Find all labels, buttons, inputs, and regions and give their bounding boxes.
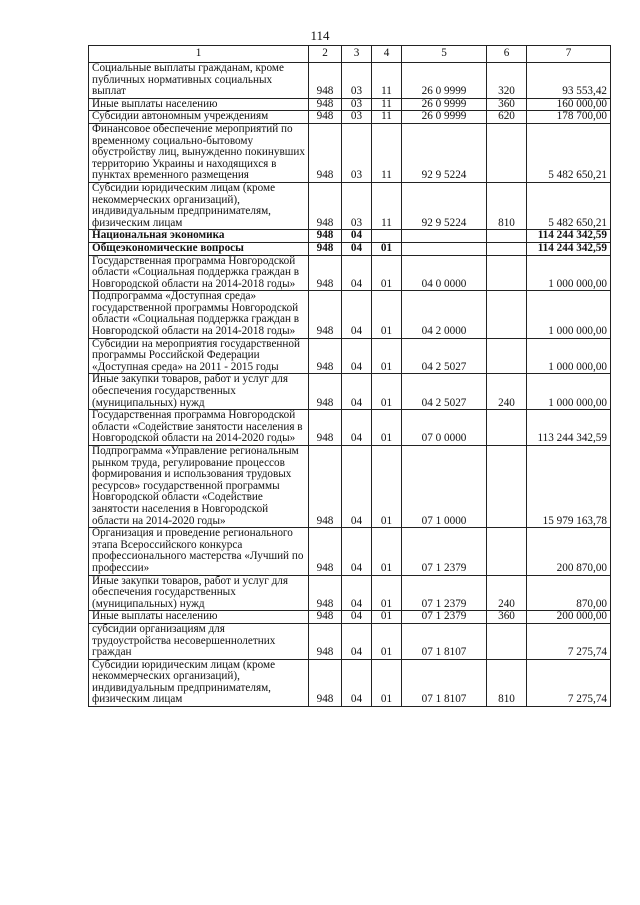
- section-code-cell: 03: [342, 63, 372, 99]
- expense-type-cell: [487, 291, 527, 338]
- expense-name-cell: Организация и проведение регионального этапа Всероссийского конкурса профессионального мастерства «Лучший по профессии»: [89, 528, 309, 575]
- ministry-code-cell: 948: [309, 123, 342, 182]
- target-article-cell: 07 1 2379: [402, 528, 487, 575]
- section-code-cell: 04: [342, 374, 372, 410]
- expense-name-cell: субсидии организациям для трудоустройства несовершеннолетних граждан: [89, 623, 309, 659]
- subsection-code-cell: 01: [372, 446, 402, 528]
- ministry-code-cell: 948: [309, 242, 342, 255]
- amount-cell: 113 244 342,59: [527, 410, 611, 446]
- section-code-cell: 03: [342, 98, 372, 111]
- amount-cell: 114 244 342,59: [527, 242, 611, 255]
- ministry-code-cell: 948: [309, 374, 342, 410]
- section-code-cell: 03: [342, 111, 372, 124]
- expense-name-cell: Субсидии на мероприятия государственной программы Российской Федерации «Доступная среда» на 2011 - 2015 годы: [89, 338, 309, 374]
- expense-name-cell: Субсидии автономным учреждениям: [89, 111, 309, 124]
- target-article-cell: 07 1 2379: [402, 611, 487, 624]
- expense-type-cell: [487, 242, 527, 255]
- subsection-code-cell: 01: [372, 374, 402, 410]
- subsection-code-cell: 01: [372, 410, 402, 446]
- expense-name-cell: Подпрограмма «Управление региональным рынком труда, регулирование процессов формирования и использования трудовых ресурсов» государственной программы Новгородской области «Содействие занятости населения в Новгородской области на 2014-2020 годы»: [89, 446, 309, 528]
- amount-cell: 160 000,00: [527, 98, 611, 111]
- table-row: [89, 575, 611, 611]
- section-code-cell: 04: [342, 242, 372, 255]
- table-row: [89, 111, 611, 124]
- section-code-cell: 03: [342, 182, 372, 229]
- amount-cell: 1 000 000,00: [527, 338, 611, 374]
- section-code-cell: 04: [342, 623, 372, 659]
- table-row: [89, 242, 611, 255]
- subsection-code-cell: 11: [372, 111, 402, 124]
- column-header: 2: [309, 46, 342, 63]
- table-row: [89, 63, 611, 99]
- ministry-code-cell: 948: [309, 611, 342, 624]
- section-code-cell: 04: [342, 528, 372, 575]
- target-article-cell: 26 0 9999: [402, 111, 487, 124]
- section-code-cell: 04: [342, 255, 372, 291]
- subsection-code-cell: 01: [372, 338, 402, 374]
- amount-cell: 1 000 000,00: [527, 374, 611, 410]
- table-row: [89, 182, 611, 229]
- expense-type-cell: [487, 123, 527, 182]
- expense-name-cell: Государственная программа Новгородской области «Содействие занятости населения в Новгородской области на 2014-2020 годы»: [89, 410, 309, 446]
- target-article-cell: 07 1 2379: [402, 575, 487, 611]
- column-header: 7: [527, 46, 611, 63]
- expense-type-cell: [487, 410, 527, 446]
- subsection-code-cell: 01: [372, 255, 402, 291]
- target-article-cell: [402, 242, 487, 255]
- ministry-code-cell: 948: [309, 63, 342, 99]
- table-row: [89, 623, 611, 659]
- ministry-code-cell: 948: [309, 528, 342, 575]
- expense-type-cell: 360: [487, 611, 527, 624]
- ministry-code-cell: 948: [309, 575, 342, 611]
- section-code-cell: 04: [342, 230, 372, 243]
- expense-type-cell: 320: [487, 63, 527, 99]
- ministry-code-cell: 948: [309, 338, 342, 374]
- expense-name-cell: Государственная программа Новгородской области «Социальная поддержка граждан в Новгородской области на 2014-2018 годы»: [89, 255, 309, 291]
- target-article-cell: [402, 230, 487, 243]
- ministry-code-cell: 948: [309, 255, 342, 291]
- amount-cell: 1 000 000,00: [527, 255, 611, 291]
- amount-cell: 93 553,42: [527, 63, 611, 99]
- amount-cell: 178 700,00: [527, 111, 611, 124]
- expense-name-cell: Подпрограмма «Доступная среда» государственной программы Новгородской области «Социальная поддержка граждан в Новгородской области на 2014-2018 годы»: [89, 291, 309, 338]
- expense-name-cell: Финансовое обеспечение мероприятий по временному социально-бытовому обустройству лиц, вынужденно покинувших территорию Украины и находящихся в пунктах временного размещения: [89, 123, 309, 182]
- target-article-cell: 07 1 8107: [402, 623, 487, 659]
- target-article-cell: 92 9 5224: [402, 123, 487, 182]
- ministry-code-cell: 948: [309, 659, 342, 706]
- target-article-cell: 04 0 0000: [402, 255, 487, 291]
- column-header: 4: [372, 46, 402, 63]
- amount-cell: 5 482 650,21: [527, 182, 611, 229]
- expense-name-cell: Субсидии юридическим лицам (кроме некоммерческих организаций), индивидуальным предпринимателям, физическим лицам: [89, 182, 309, 229]
- expense-name-cell: Иные выплаты населению: [89, 98, 309, 111]
- expense-type-cell: [487, 528, 527, 575]
- table-row: [89, 291, 611, 338]
- subsection-code-cell: [372, 230, 402, 243]
- expense-type-cell: 240: [487, 575, 527, 611]
- table-row: [89, 374, 611, 410]
- subsection-code-cell: 01: [372, 242, 402, 255]
- target-article-cell: 26 0 9999: [402, 98, 487, 111]
- page-number: 114: [310, 28, 330, 43]
- expense-type-cell: [487, 446, 527, 528]
- subsection-code-cell: 01: [372, 623, 402, 659]
- amount-cell: 200 000,00: [527, 611, 611, 624]
- expense-name-cell: Социальные выплаты гражданам, кроме публичных нормативных социальных выплат: [89, 63, 309, 99]
- column-header: 6: [487, 46, 527, 63]
- section-code-cell: 04: [342, 410, 372, 446]
- expense-type-cell: 810: [487, 182, 527, 229]
- expense-name-cell: Иные выплаты населению: [89, 611, 309, 624]
- ministry-code-cell: 948: [309, 291, 342, 338]
- subsection-code-cell: 01: [372, 528, 402, 575]
- target-article-cell: 04 2 5027: [402, 338, 487, 374]
- amount-cell: 200 870,00: [527, 528, 611, 575]
- expense-name-cell: Национальная экономика: [89, 230, 309, 243]
- expense-type-cell: 620: [487, 111, 527, 124]
- column-header: 5: [402, 46, 487, 63]
- amount-cell: 114 244 342,59: [527, 230, 611, 243]
- expense-name-cell: Субсидии юридическим лицам (кроме некоммерческих организаций), индивидуальным предпринимателям, физическим лицам: [89, 659, 309, 706]
- subsection-code-cell: 01: [372, 291, 402, 338]
- amount-cell: 15 979 163,78: [527, 446, 611, 528]
- section-code-cell: 04: [342, 611, 372, 624]
- ministry-code-cell: 948: [309, 623, 342, 659]
- target-article-cell: 26 0 9999: [402, 63, 487, 99]
- section-code-cell: 03: [342, 123, 372, 182]
- expense-name-cell: Иные закупки товаров, работ и услуг для обеспечения государственных (муниципальных) нужд: [89, 575, 309, 611]
- table-row: [89, 611, 611, 624]
- section-code-cell: 04: [342, 291, 372, 338]
- expense-name-cell: Общеэкономические вопросы: [89, 242, 309, 255]
- subsection-code-cell: 11: [372, 123, 402, 182]
- section-code-cell: 04: [342, 575, 372, 611]
- target-article-cell: 07 1 8107: [402, 659, 487, 706]
- table-row: [89, 528, 611, 575]
- expense-name-cell: Иные закупки товаров, работ и услуг для обеспечения государственных (муниципальных) нужд: [89, 374, 309, 410]
- budget-table: [88, 45, 611, 707]
- table-row: [89, 230, 611, 243]
- expense-type-cell: 360: [487, 98, 527, 111]
- expense-type-cell: 810: [487, 659, 527, 706]
- ministry-code-cell: 948: [309, 230, 342, 243]
- table-row: [89, 98, 611, 111]
- table-row: [89, 123, 611, 182]
- section-code-cell: 04: [342, 338, 372, 374]
- subsection-code-cell: 01: [372, 611, 402, 624]
- target-article-cell: 04 2 5027: [402, 374, 487, 410]
- subsection-code-cell: 01: [372, 575, 402, 611]
- column-header: 3: [342, 46, 372, 63]
- expense-type-cell: 240: [487, 374, 527, 410]
- column-header: 1: [89, 46, 309, 63]
- ministry-code-cell: 948: [309, 182, 342, 229]
- ministry-code-cell: 948: [309, 446, 342, 528]
- subsection-code-cell: 11: [372, 98, 402, 111]
- table-row: [89, 410, 611, 446]
- expense-type-cell: [487, 623, 527, 659]
- expense-type-cell: [487, 255, 527, 291]
- ministry-code-cell: 948: [309, 98, 342, 111]
- amount-cell: 1 000 000,00: [527, 291, 611, 338]
- target-article-cell: 92 9 5224: [402, 182, 487, 229]
- subsection-code-cell: 11: [372, 182, 402, 229]
- target-article-cell: 07 1 0000: [402, 446, 487, 528]
- subsection-code-cell: 01: [372, 659, 402, 706]
- ministry-code-cell: 948: [309, 410, 342, 446]
- table-row: [89, 659, 611, 706]
- expense-type-cell: [487, 230, 527, 243]
- ministry-code-cell: 948: [309, 111, 342, 124]
- table-row: [89, 446, 611, 528]
- target-article-cell: 07 0 0000: [402, 410, 487, 446]
- target-article-cell: 04 2 0000: [402, 291, 487, 338]
- amount-cell: 870,00: [527, 575, 611, 611]
- table-row: [89, 338, 611, 374]
- amount-cell: 7 275,74: [527, 623, 611, 659]
- section-code-cell: 04: [342, 446, 372, 528]
- subsection-code-cell: 11: [372, 63, 402, 99]
- amount-cell: 7 275,74: [527, 659, 611, 706]
- expense-type-cell: [487, 338, 527, 374]
- section-code-cell: 04: [342, 659, 372, 706]
- amount-cell: 5 482 650,21: [527, 123, 611, 182]
- table-row: [89, 255, 611, 291]
- table-header-row: [89, 46, 611, 63]
